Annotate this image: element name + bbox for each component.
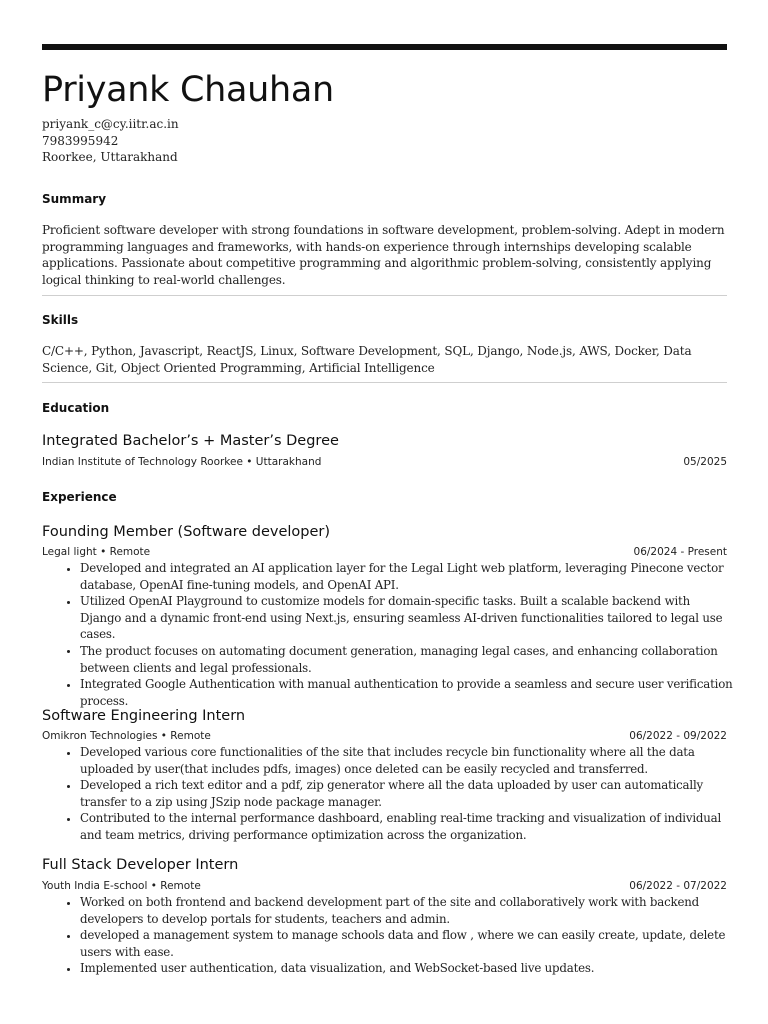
job-bullets — [64, 894, 734, 977]
summary-text: Proficient software developer with strong foundations in software development, problem-solving. Adept in modern programming languages and frameworks, with hands-on experience through internships developing scalable applications. Passionate about competitive programming and algorithmic problem-solving, consistently applying logical thinking to real-world challenges. — [42, 223, 725, 288]
education-heading: Education — [42, 401, 110, 415]
degree-title: Integrated Bachelor’s + Master’s Degree — [42, 433, 339, 449]
job-bullets — [64, 560, 734, 709]
job-company: Youth India E-school • Remote — [42, 880, 201, 892]
institution: Indian Institute of Technology Roorkee • Uttarakhand — [42, 456, 322, 468]
bullet-item: Developed a rich text editor and a pdf, zip generator where all the data uploaded by user can automatically transfer to a zip using JSzip node package manager. — [64, 777, 734, 810]
job-bullets — [64, 744, 734, 844]
location: Roorkee, Uttarakhand — [42, 150, 178, 164]
job-meta — [42, 545, 727, 559]
job-dates: 06/2024 - Present — [633, 546, 727, 558]
bullet-item: Implemented user authentication, data visualization, and WebSocket-based live updates. — [64, 960, 734, 977]
phone: 7983995942 — [42, 133, 119, 148]
skills-heading: Skills — [42, 313, 79, 327]
job-title: Founding Member (Software developer) — [42, 524, 331, 540]
bullet-item: developed a management system to manage schools data and flow , where we can easily create, update, delete users with ease. — [64, 927, 734, 960]
experience-heading: Experience — [42, 490, 117, 504]
job-title: Software Engineering Intern — [42, 708, 246, 724]
email: priyank_c@cy.iitr.ac.in — [42, 117, 179, 131]
summary-heading: Summary — [42, 192, 107, 206]
job-meta — [42, 879, 727, 893]
contact-info — [42, 116, 179, 166]
bullet-item: Worked on both frontend and backend development part of the site and collaboratively work with backend developers to develop portals for students, teachers and admin. — [64, 894, 734, 927]
bullet-item: Integrated Google Authentication with manual authentication to provide a seamless and secure user verification process. — [64, 676, 734, 709]
bullet-item: The product focuses on automating document generation, managing legal cases, and enhancing collaboration between clients and legal professionals. — [64, 643, 734, 676]
bullet-item: Developed various core functionalities of the site that includes recycle bin functionality where all the data uploaded by user(that includes pdfs, images) once deleted can be easily recycled and transferred. — [64, 744, 734, 777]
job-dates: 06/2022 - 07/2022 — [629, 880, 727, 892]
job-company: Omikron Technologies • Remote — [42, 730, 211, 742]
bullet-item: Utilized OpenAI Playground to customize models for domain-specific tasks. Built a scalable backend with Django and a dynamic front-end using Next.js, ensuring seamless AI-driven functionalities tailored to legal use cases. — [64, 593, 734, 643]
job-title: Full Stack Developer Intern — [42, 857, 239, 873]
candidate-name: Priyank Chauhan — [42, 70, 334, 110]
section-divider — [42, 295, 727, 296]
education-date: 05/2025 — [683, 456, 727, 468]
top-rule — [42, 44, 727, 50]
job-meta — [42, 729, 727, 743]
bullet-item: Developed and integrated an AI application layer for the Legal Light web platform, leveraging Pinecone vector database, OpenAI fine-tuning models, and OpenAI API. — [64, 560, 734, 593]
section-divider — [42, 382, 727, 383]
bullet-item: Contributed to the internal performance dashboard, enabling real-time tracking and visualization of individual and team metrics, driving performance optimization across the organization. — [64, 810, 734, 843]
skills-text: C/C++, Python, Javascript, ReactJS, Linux, Software Development, SQL, Django, Node.js, AWS, Docker, Data Science, Git, Object Oriented Programming, Artificial Intelligence — [42, 344, 692, 375]
education-meta — [42, 455, 727, 469]
job-dates: 06/2022 - 09/2022 — [629, 730, 727, 742]
job-company: Legal light • Remote — [42, 546, 151, 558]
